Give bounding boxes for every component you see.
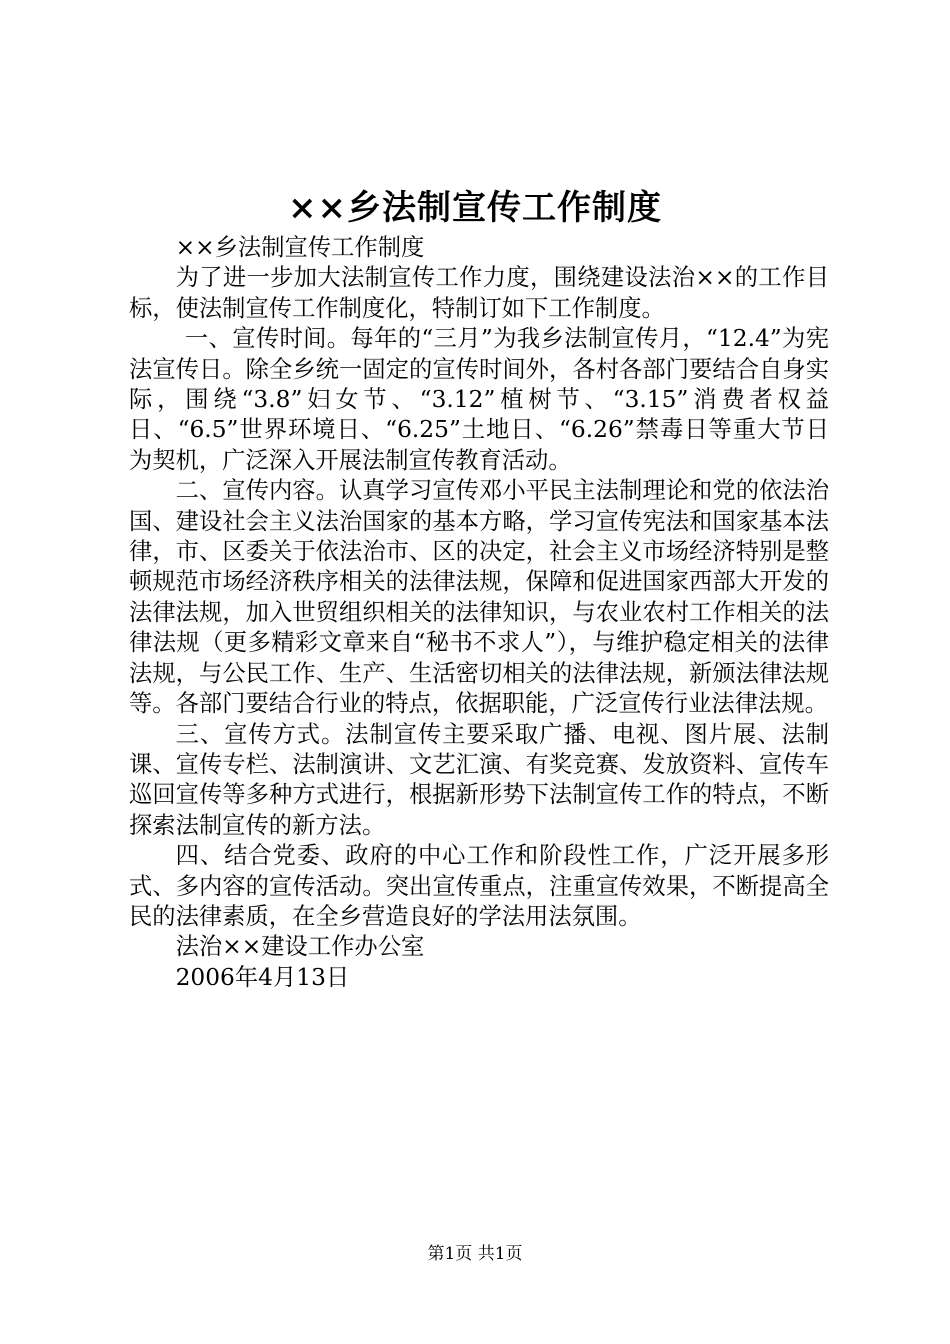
intro-paragraph: 为了进一步加大法制宣传工作力度，围绕建设法治××的工作目标，使法制宣传工作制度化，特制订如下工作制度。	[129, 264, 829, 322]
section-time-paragraph: 一、宣传时间。每年的“三月”为我乡法制宣传月，“12.4”为宪法宣传日。除全乡统一固定的宣传时间外，各村各部门要结合自身实际，围绕“3.8”妇女节、“3.12”植树节、“3.15”消费者权益日、“6.5”世界环境日、“6.25”土地日、“6.26”禁毒日等重大节日为契机，广泛深入开展法制宣传教育活动。	[129, 325, 829, 474]
document-body	[129, 233, 829, 993]
section-combine-paragraph: 四、结合党委、政府的中心工作和阶段性工作，广泛开展多形式、多内容的宣传活动。突出宣传重点，注重宣传效果，不断提高全民的法律素质，在全乡营造良好的学法用法氛围。	[129, 842, 829, 930]
subtitle-paragraph: ××乡法制宣传工作制度	[175, 234, 425, 261]
issuer-signature: 法治××建设工作办公室	[175, 933, 425, 961]
document-title: ××乡法制宣传工作制度	[288, 188, 662, 228]
section-method-paragraph: 三、宣传方式。法制宣传主要采取广播、电视、图片展、法制课、宣传专栏、法制演讲、文艺汇演、有奖竞赛、发放资料、宣传车巡回宣传等多种方式进行，根据新形势下法制宣传工作的特点，不断探索法制宣传的新方法。	[129, 720, 829, 839]
page-number-footer: 第1页 共1页	[427, 1244, 523, 1264]
section-content-paragraph: 二、宣传内容。认真学习宣传邓小平民主法制理论和党的依法治国、建设社会主义法治国家的基本方略，学习宣传宪法和国家基本法律，市、区委关于依法治市、区的决定，社会主义市场经济特别是整顿规范市场经济秩序相关的法律法规，保障和促进国家西部大开发的法律法规，加入世贸组织相关的法律知识，与农业农村工作相关的法律法规（更多精彩文章来自“秘书不求人”），与维护稳定相关的法律法规，与公民工作、生产、生活密切相关的法律法规，新颁法律法规等。各部门要结合行业的特点，依据职能，广泛宣传行业法律法规。	[129, 477, 829, 718]
issue-date: 2006年4月13日	[175, 963, 350, 991]
